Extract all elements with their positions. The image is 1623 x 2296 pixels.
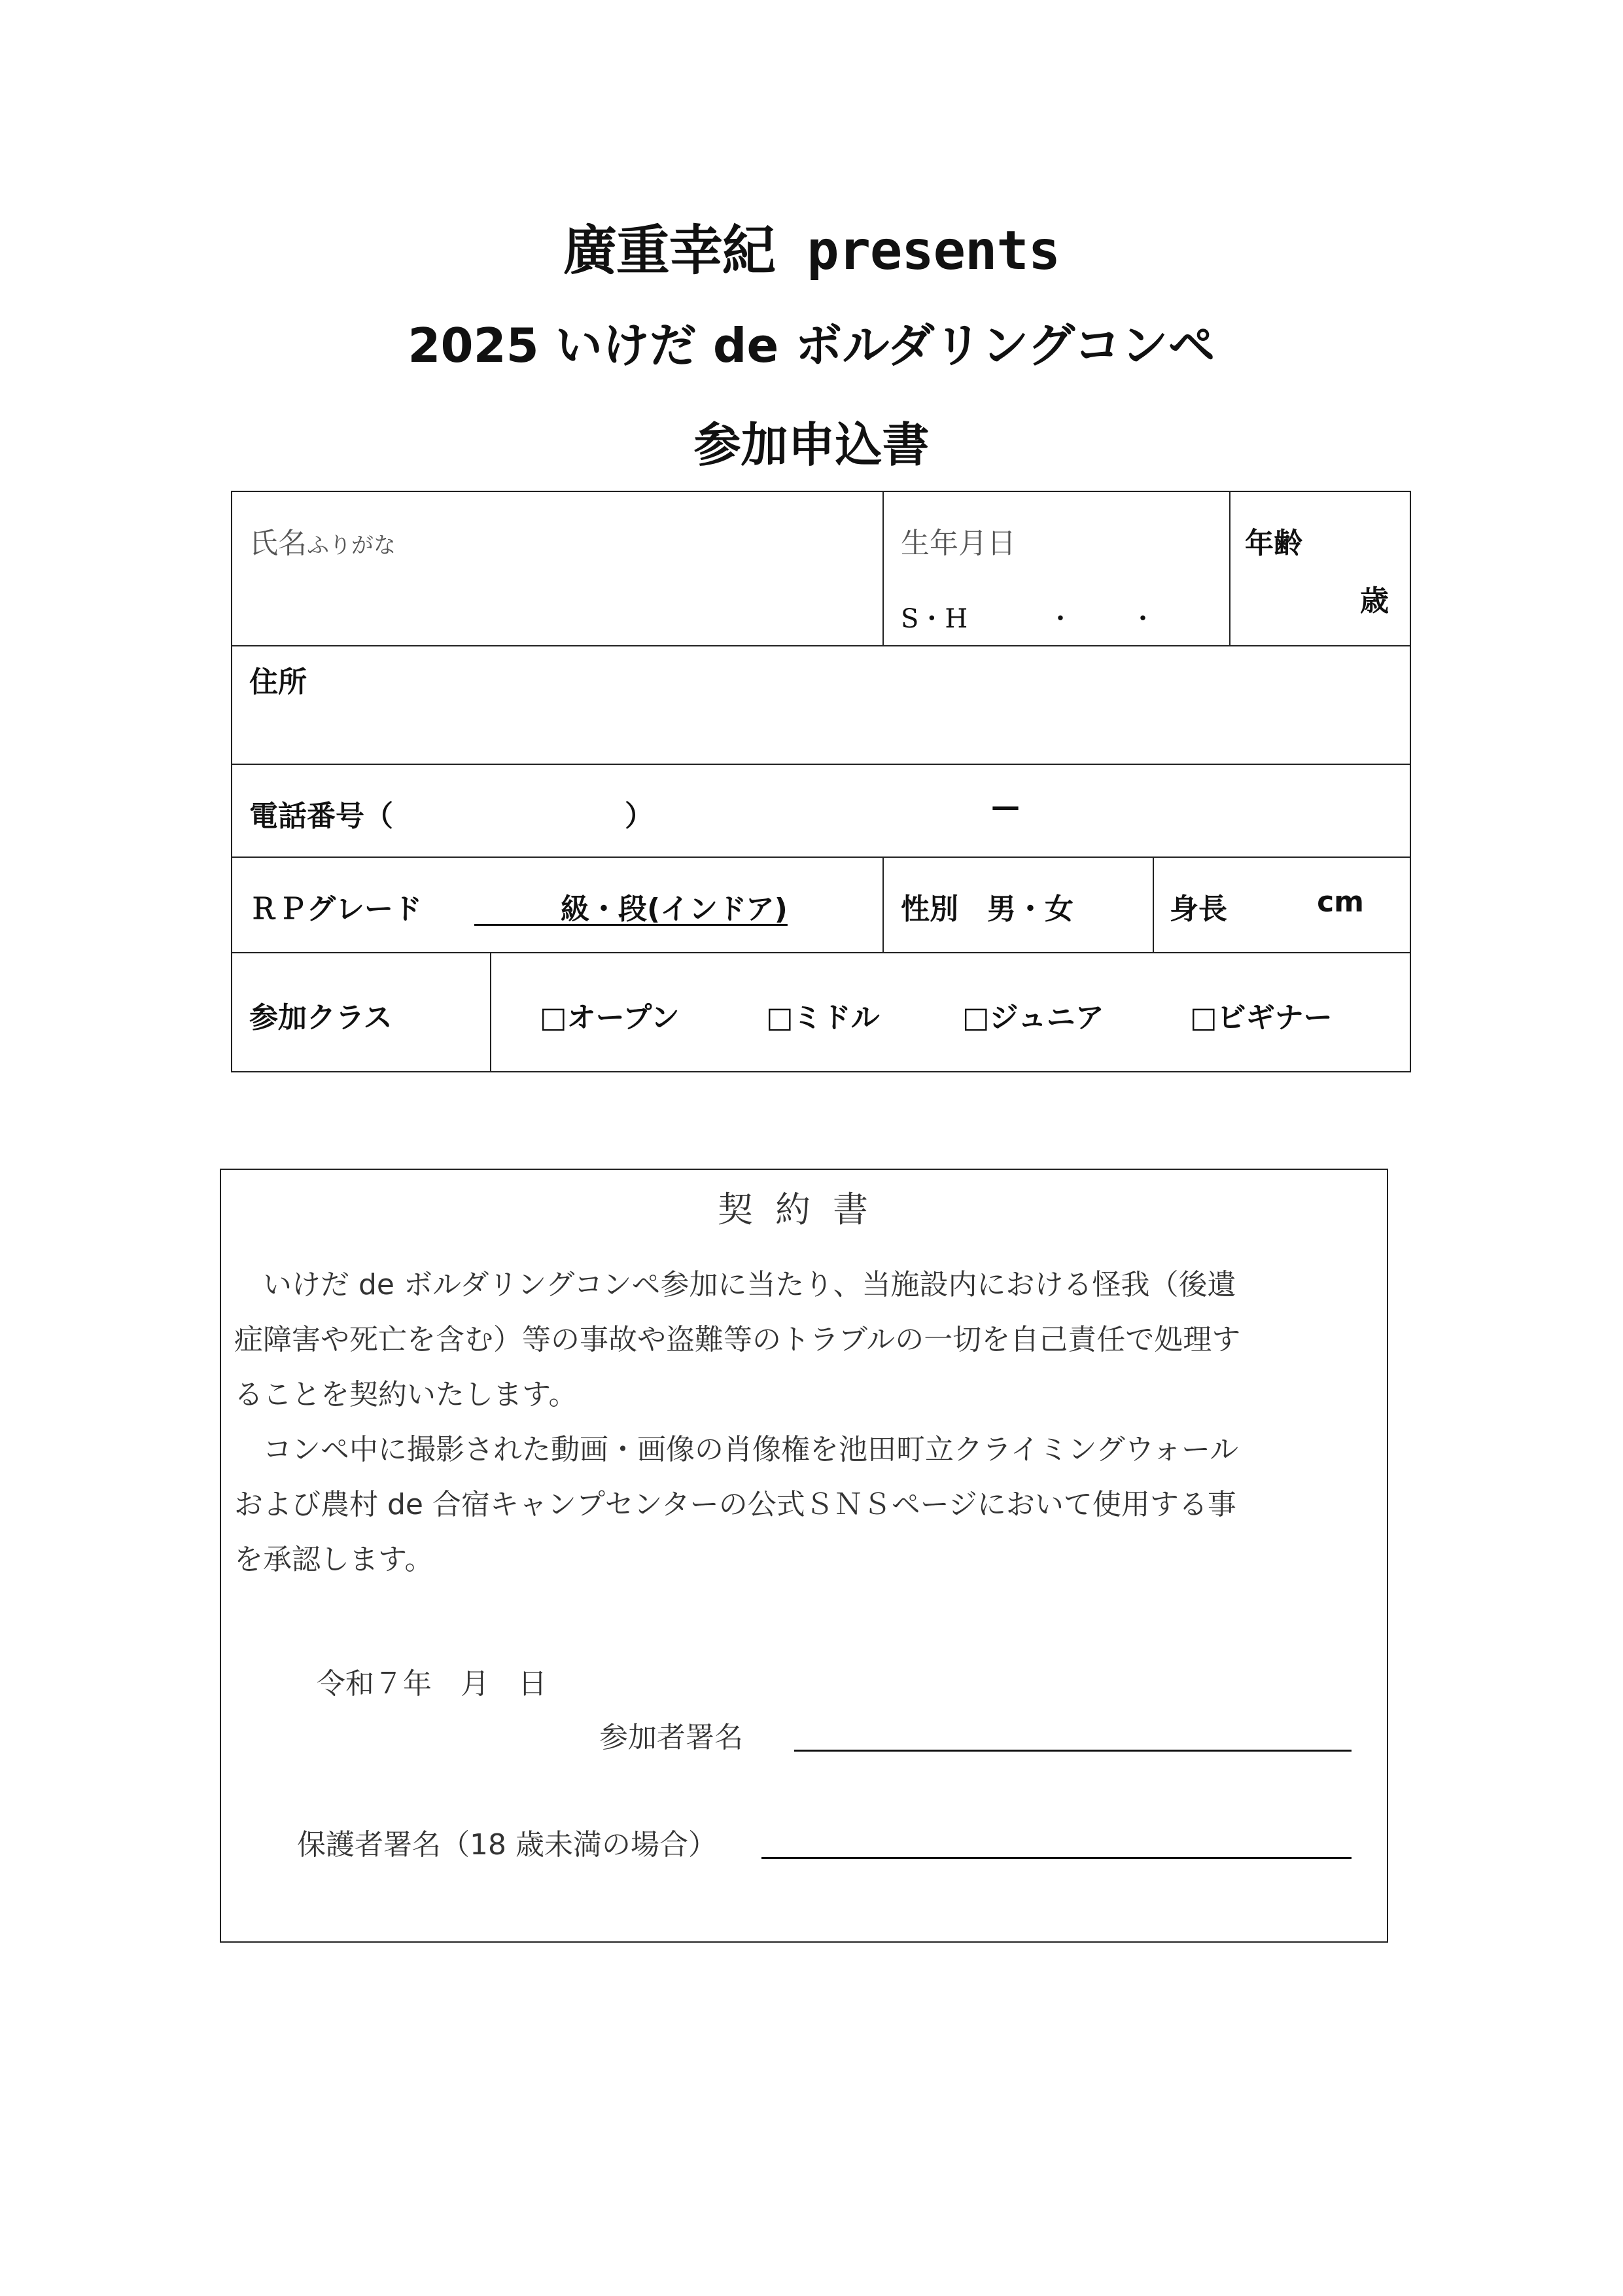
- contract-text-line: 症障害や死亡を含む）等の事故や盗難等のトラブルの一切を自己責任で処理す: [234, 1323, 1241, 1356]
- phone-close-paren: ）: [625, 800, 654, 833]
- class-option-middle[interactable]: □ミドル: [766, 1001, 880, 1034]
- birthdate-separator-1: ・: [1047, 604, 1073, 634]
- event-name-title: 2025 いけだ de ボルダリングコンペ: [408, 318, 1215, 373]
- class-options-cell: [491, 953, 1410, 1072]
- birthdate-era: S・H: [901, 604, 968, 634]
- participant-sign-line[interactable]: [794, 1750, 1352, 1752]
- name-label: 氏名: [249, 527, 307, 560]
- guardian-sign-label: 保護者署名（18 歳未満の場合）: [297, 1828, 717, 1862]
- class-option-beginner[interactable]: □ビギナー: [1190, 1001, 1333, 1034]
- name-field[interactable]: [232, 491, 883, 646]
- event-presenter-title: 廣重幸紀 presents: [563, 220, 1060, 282]
- participant-sign-label: 参加者署名: [599, 1721, 743, 1754]
- grade-label: ＲＰグレード: [249, 892, 422, 926]
- contract-box: [220, 1169, 1388, 1943]
- grade-value: 級・段(インドア): [474, 892, 788, 926]
- address-label: 住所: [249, 665, 307, 699]
- contract-text-line: および農村 de 合宿キャンプセンターの公式ＳＮＳページにおいて使用する事: [234, 1488, 1236, 1521]
- birthdate-label: 生年月日: [901, 527, 1016, 560]
- birthdate-field[interactable]: [883, 491, 1230, 646]
- phone-field[interactable]: [232, 764, 1410, 857]
- form-title: 参加申込書: [693, 417, 930, 472]
- class-option-open[interactable]: □オープン: [540, 1001, 680, 1034]
- contract-title: 契約書: [718, 1189, 890, 1230]
- contract-date: 令和７年 月 日: [317, 1667, 547, 1701]
- height-unit: cm: [1317, 885, 1364, 919]
- phone-dash: —: [991, 790, 1020, 823]
- application-form-table: [231, 491, 1411, 1072]
- contract-text-line: を承認します。: [234, 1543, 434, 1576]
- class-label-cell: [232, 953, 491, 1072]
- contract-text-line: ることを契約いたします。: [234, 1378, 578, 1411]
- name-furigana-label: ふりがな: [307, 533, 396, 559]
- contract-paragraph-1: [234, 1258, 1386, 1422]
- class-label: 参加クラス: [249, 1001, 393, 1034]
- contract-text-line: いけだ de ボルダリングコンペ参加に当たり、当施設内における怪我（後遺: [234, 1268, 1236, 1301]
- contract-text-line: コンペ中に撮影された動画・画像の肖像権を池田町立クライミングウォール: [234, 1433, 1239, 1466]
- contract-paragraph-2: [234, 1422, 1386, 1587]
- height-field[interactable]: [1153, 857, 1410, 953]
- address-field[interactable]: [232, 646, 1410, 764]
- age-field[interactable]: [1230, 491, 1410, 646]
- class-option-junior[interactable]: □ジュニア: [962, 1001, 1104, 1034]
- guardian-sign-line[interactable]: [761, 1857, 1352, 1859]
- gender-field[interactable]: [883, 857, 1153, 953]
- age-label: 年齢: [1245, 527, 1302, 560]
- birthdate-separator-2: ・: [1130, 604, 1156, 634]
- height-label: 身長: [1170, 892, 1227, 926]
- gender-label: 性別 男・女: [901, 892, 1073, 926]
- age-unit: 歳: [1360, 584, 1389, 618]
- grade-field[interactable]: [232, 857, 883, 953]
- phone-label: 電話番号（: [249, 800, 393, 833]
